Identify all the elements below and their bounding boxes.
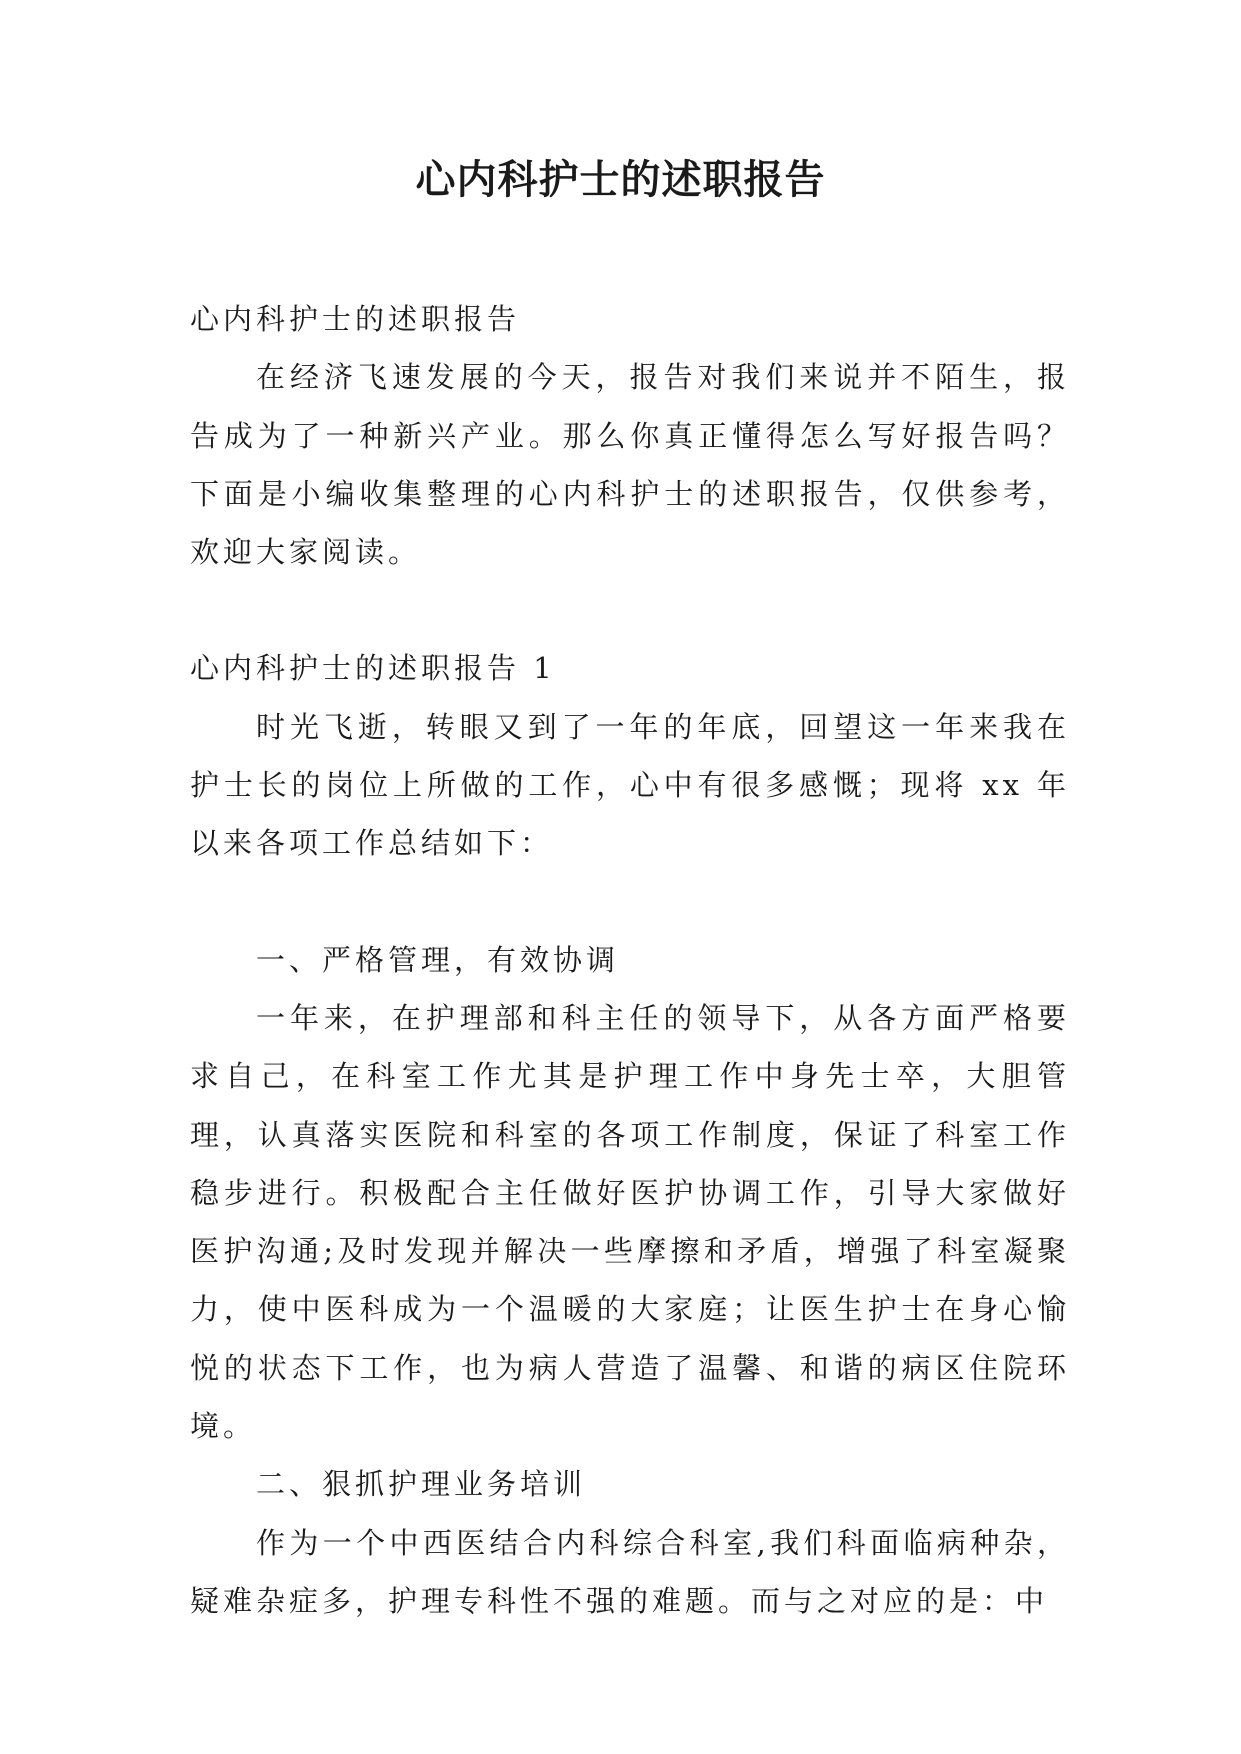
spacer [190, 873, 1070, 931]
document-title: 心内科护士的述职报告 [415, 156, 826, 203]
section-heading: 心内科护士的述职报告 1 [190, 651, 556, 686]
intro-paragraph: 在经济飞速发展的今天，报告对我们来说并不陌生，报告成为了一种新兴产业。那么你真正懂得怎么写好报告吗？下面是小编收集整理的心内科护士的述职报告，仅供参考，欢迎大家阅读。 [190, 360, 1070, 570]
spacer [190, 581, 1070, 639]
document-body [190, 290, 1070, 1630]
body-paragraph: 作为一个中西医结合内科综合科室,我们科面临病种杂，疑难杂症多，护理专科性不强的难题。而与之对应的是：中 [190, 1525, 1070, 1618]
body-paragraph: 时光飞逝，转眼又到了一年的年底，回望这一年来我在护士长的岗位上所做的工作，心中有很多感慨；现将 xx 年以来各项工作总结如下： [190, 709, 1070, 861]
body-paragraph: 一年来，在护理部和科主任的领导下，从各方面严格要求自己，在科室工作尤其是护理工作中身先士卒，大胆管理，认真落实医院和科室的各项工作制度，保证了科室工作稳步进行。积极配合主任做好医护协调工作，引导大家做好医护沟通;及时发现并解决一些摩擦和矛盾，增强了科室凝聚力，使中医科成为一个温暖的大家庭；让医生护士在身心愉悦的状态下工作，也为病人营造了温馨、和谐的病区住院环境。 [190, 1000, 1070, 1444]
subsection-heading: 二、狠抓护理业务培训 [256, 1467, 587, 1502]
subsection-heading: 一、严格管理，有效协调 [256, 942, 620, 977]
subtitle-paragraph: 心内科护士的述职报告 [190, 302, 521, 336]
